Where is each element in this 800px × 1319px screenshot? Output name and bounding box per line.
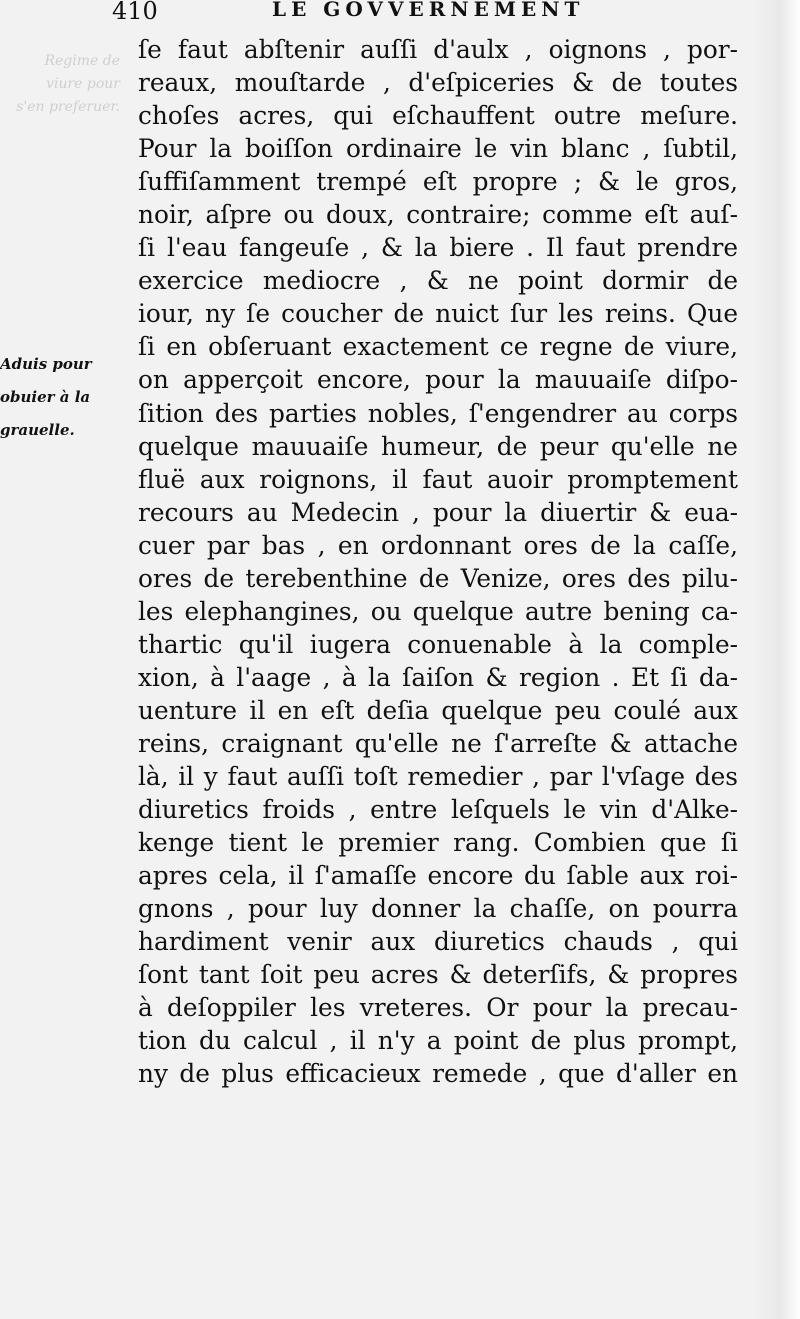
ghost-line: Regime de (44, 53, 120, 69)
text-line: fluë aux roignons, il faut auoir promptement (138, 464, 738, 494)
text-line: reaux, mouſtarde , d'eſpiceries & de toutes (138, 68, 738, 98)
page-edge-shadow (752, 0, 800, 1319)
text-line: iour, ny ſe coucher de nuict ſur les reins. Que (138, 299, 738, 329)
ghost-line: s'en preferuer. (16, 99, 120, 115)
text-line: ſont tant ſoit peu acres & deterſifs, & propres (138, 960, 738, 990)
text-line: hardiment venir aux diuretics chauds , qui (138, 927, 738, 957)
text-line: kenge tient le premier rang. Combien que ſi (138, 828, 738, 858)
text-line: cuer par bas , en ordonnant ores de la caſſe, (138, 530, 738, 560)
text-line: choſes acres, qui eſchauffent outre meſure. (138, 101, 738, 131)
text-line: reins, craignant qu'elle ne ſ'arreſte & attache (138, 728, 738, 758)
text-line: ſition des parties nobles, ſ'engendrer au corps (138, 398, 738, 428)
text-line: apres cela, il ſ'amaſſe encore du ſable aux roi- (138, 861, 738, 891)
running-head (112, 0, 712, 30)
text-line: thartic qu'il iugera conuenable à la comple- (138, 629, 738, 659)
text-line: tion du calcul , il n'y a point de plus prompt, (138, 1026, 738, 1056)
text-line: là, il y faut auſſi toſt remedier , par l'vſage des (138, 762, 738, 792)
text-line: uenture il en eſt deſia quelque peu coulé aux (138, 695, 738, 725)
text-line: ſuffiſamment trempé eſt propre ; & le gros, (138, 167, 738, 197)
text-line: recours au Medecin , pour la diuertir & eua- (138, 497, 738, 527)
show-through-margin-text (0, 50, 120, 119)
marginal-note-line: Aduis pour (0, 355, 92, 373)
body-text (138, 33, 738, 1091)
text-line: diuretics froids , entre leſquels le vin d'Alke- (138, 795, 738, 825)
text-line: ſi l'eau fangeuſe , & la biere . Il faut prendre (138, 233, 738, 263)
text-line: les elephangines, ou quelque autre bening ca- (138, 596, 738, 626)
page-number: 410 (112, 0, 158, 25)
text-line: gnons , pour luy donner la chaſſe, on pourra (138, 894, 738, 924)
ghost-line: viure pour (46, 76, 120, 92)
running-title: LE GOVVERNEMENT (272, 0, 585, 21)
text-line: ores de terebenthine de Venize, ores des pilu- (138, 563, 738, 593)
text-line: noir, aſpre ou doux, contraire; comme eſt auſ- (138, 200, 738, 230)
marginal-note (0, 348, 135, 447)
text-line: Pour la boiſſon ordinaire le vin blanc , ſubtil, (138, 134, 738, 164)
text-line: on apperçoit encore, pour la mauuaiſe diſpo- (138, 365, 738, 395)
text-line: ſe faut abſtenir auſſi d'aulx , oignons , por- (138, 35, 738, 64)
text-line: à deſoppiler les vreteres. Or pour la precau- (138, 993, 738, 1023)
text-line: ſi en obſeruant exactement ce regne de viure, (138, 332, 738, 362)
marginal-note-line: grauelle. (0, 421, 75, 439)
text-line: quelque mauuaiſe humeur, de peur qu'elle ne (138, 431, 738, 461)
text-line: xion, à l'aage , à la ſaiſon & region . Et ſi da- (138, 662, 738, 692)
marginal-note-line: obuier à la (0, 388, 91, 406)
text-line: ny de plus efficacieux remede , que d'aller en (138, 1059, 738, 1089)
text-line: exercice mediocre , & ne point dormir de (138, 266, 738, 296)
